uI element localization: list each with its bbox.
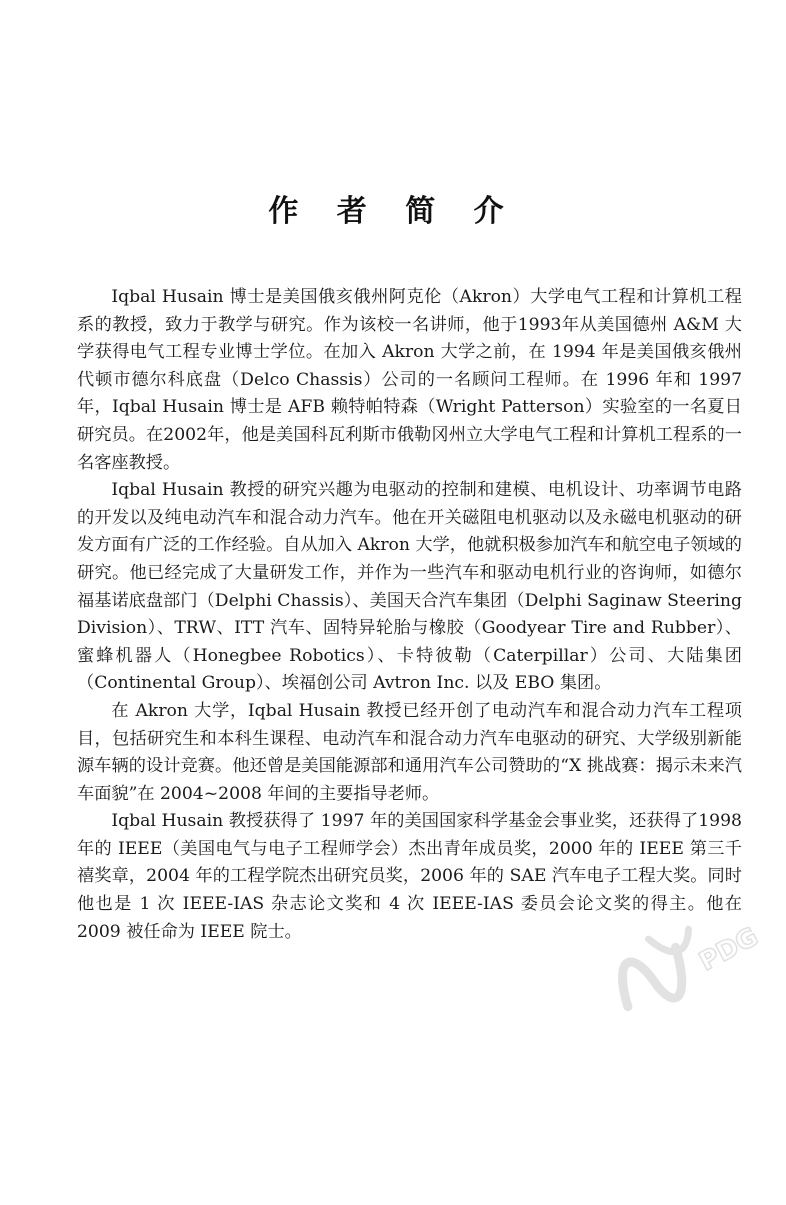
paragraph-2: Iqbal Husain 教授的研究兴趣为电驱动的控制和建模、电机设计、功率调节电路的开发以及纯电动汽车和混合动力汽车。他在开关磁阻电机驱动以及永磁电机驱动的研发方面有广泛的工作经验。自从加入 Akron 大学，他就积极参加汽车和航空电子领域的研究。他已经完成了大量研发工作，并作为一些汽车和驱动电机行业的咨询师，如德尔福基诺底盘部门（Delphi Chassis）、美国天合汽车集团（Delphi Saginaw Steering Division）、TRW、ITT 汽车、固特异轮胎与橡胶（Goodyear Tire and Rubber）、蜜蜂机器人（Honegbee Robotics）、卡特彼勒（Caterpillar）公司、大陆集团（Continental Group）、埃福创公司 Avtron Inc. 以及 EBO 集团。	[77, 480, 742, 694]
paragraph-1: Iqbal Husain 博士是美国俄亥俄州阿克伦（Akron）大学电气工程和计算机工程系的教授，致力于教学与研究。作为该校一名讲师，他于1993年从美国德州 A&M 大学获得电气工程专业博士学位。在加入 Akron 大学之前，在 1994 年是美国俄亥俄州代顿市德尔科底盘（Delco Chassis）公司的一名顾问工程师。在 1996 年和 1997 年，Iqbal Husain 博士是 AFB 赖特帕特森（Wright Patterson）实验室的一名夏日研究员。在2002年，他是美国科瓦利斯市俄勒冈州立大学电气工程和计算机工程系的一名客座教授。	[77, 287, 742, 473]
paragraph-4: Iqbal Husain 教授获得了 1997 年的美国国家科学基金会事业奖，还获得了1998 年的 IEEE（美国电气与电子工程师学会）杰出青年成员奖，2000 年的 IEEE 第三千禧奖章，2004 年的工程学院杰出研究员奖，2006 年的 SAE 汽车电子工程大奖。同时他也是 1 次 IEEE-IAS 杂志论文奖和 4 次 IEEE-IAS 委员会论文奖的得主。他在2009 被任命为 IEEE 院士。	[77, 811, 742, 942]
paragraph-3: 在 Akron 大学，Iqbal Husain 教授已经开创了电动汽车和混合动力汽车工程项目，包括研究生和本科生课程、电动汽车和混合动力汽车电驱动的研究、大学级别新能源车辆的设计竞赛。他还曾是美国能源部和通用汽车公司赞助的“X 挑战赛：揭示未来汽车面貌”在 2004~2008 年间的主要指导老师。	[77, 700, 742, 804]
watermark-label: PDG	[694, 921, 764, 978]
biography-text	[77, 284, 742, 946]
page-title: 作 者 简 介	[268, 194, 518, 229]
